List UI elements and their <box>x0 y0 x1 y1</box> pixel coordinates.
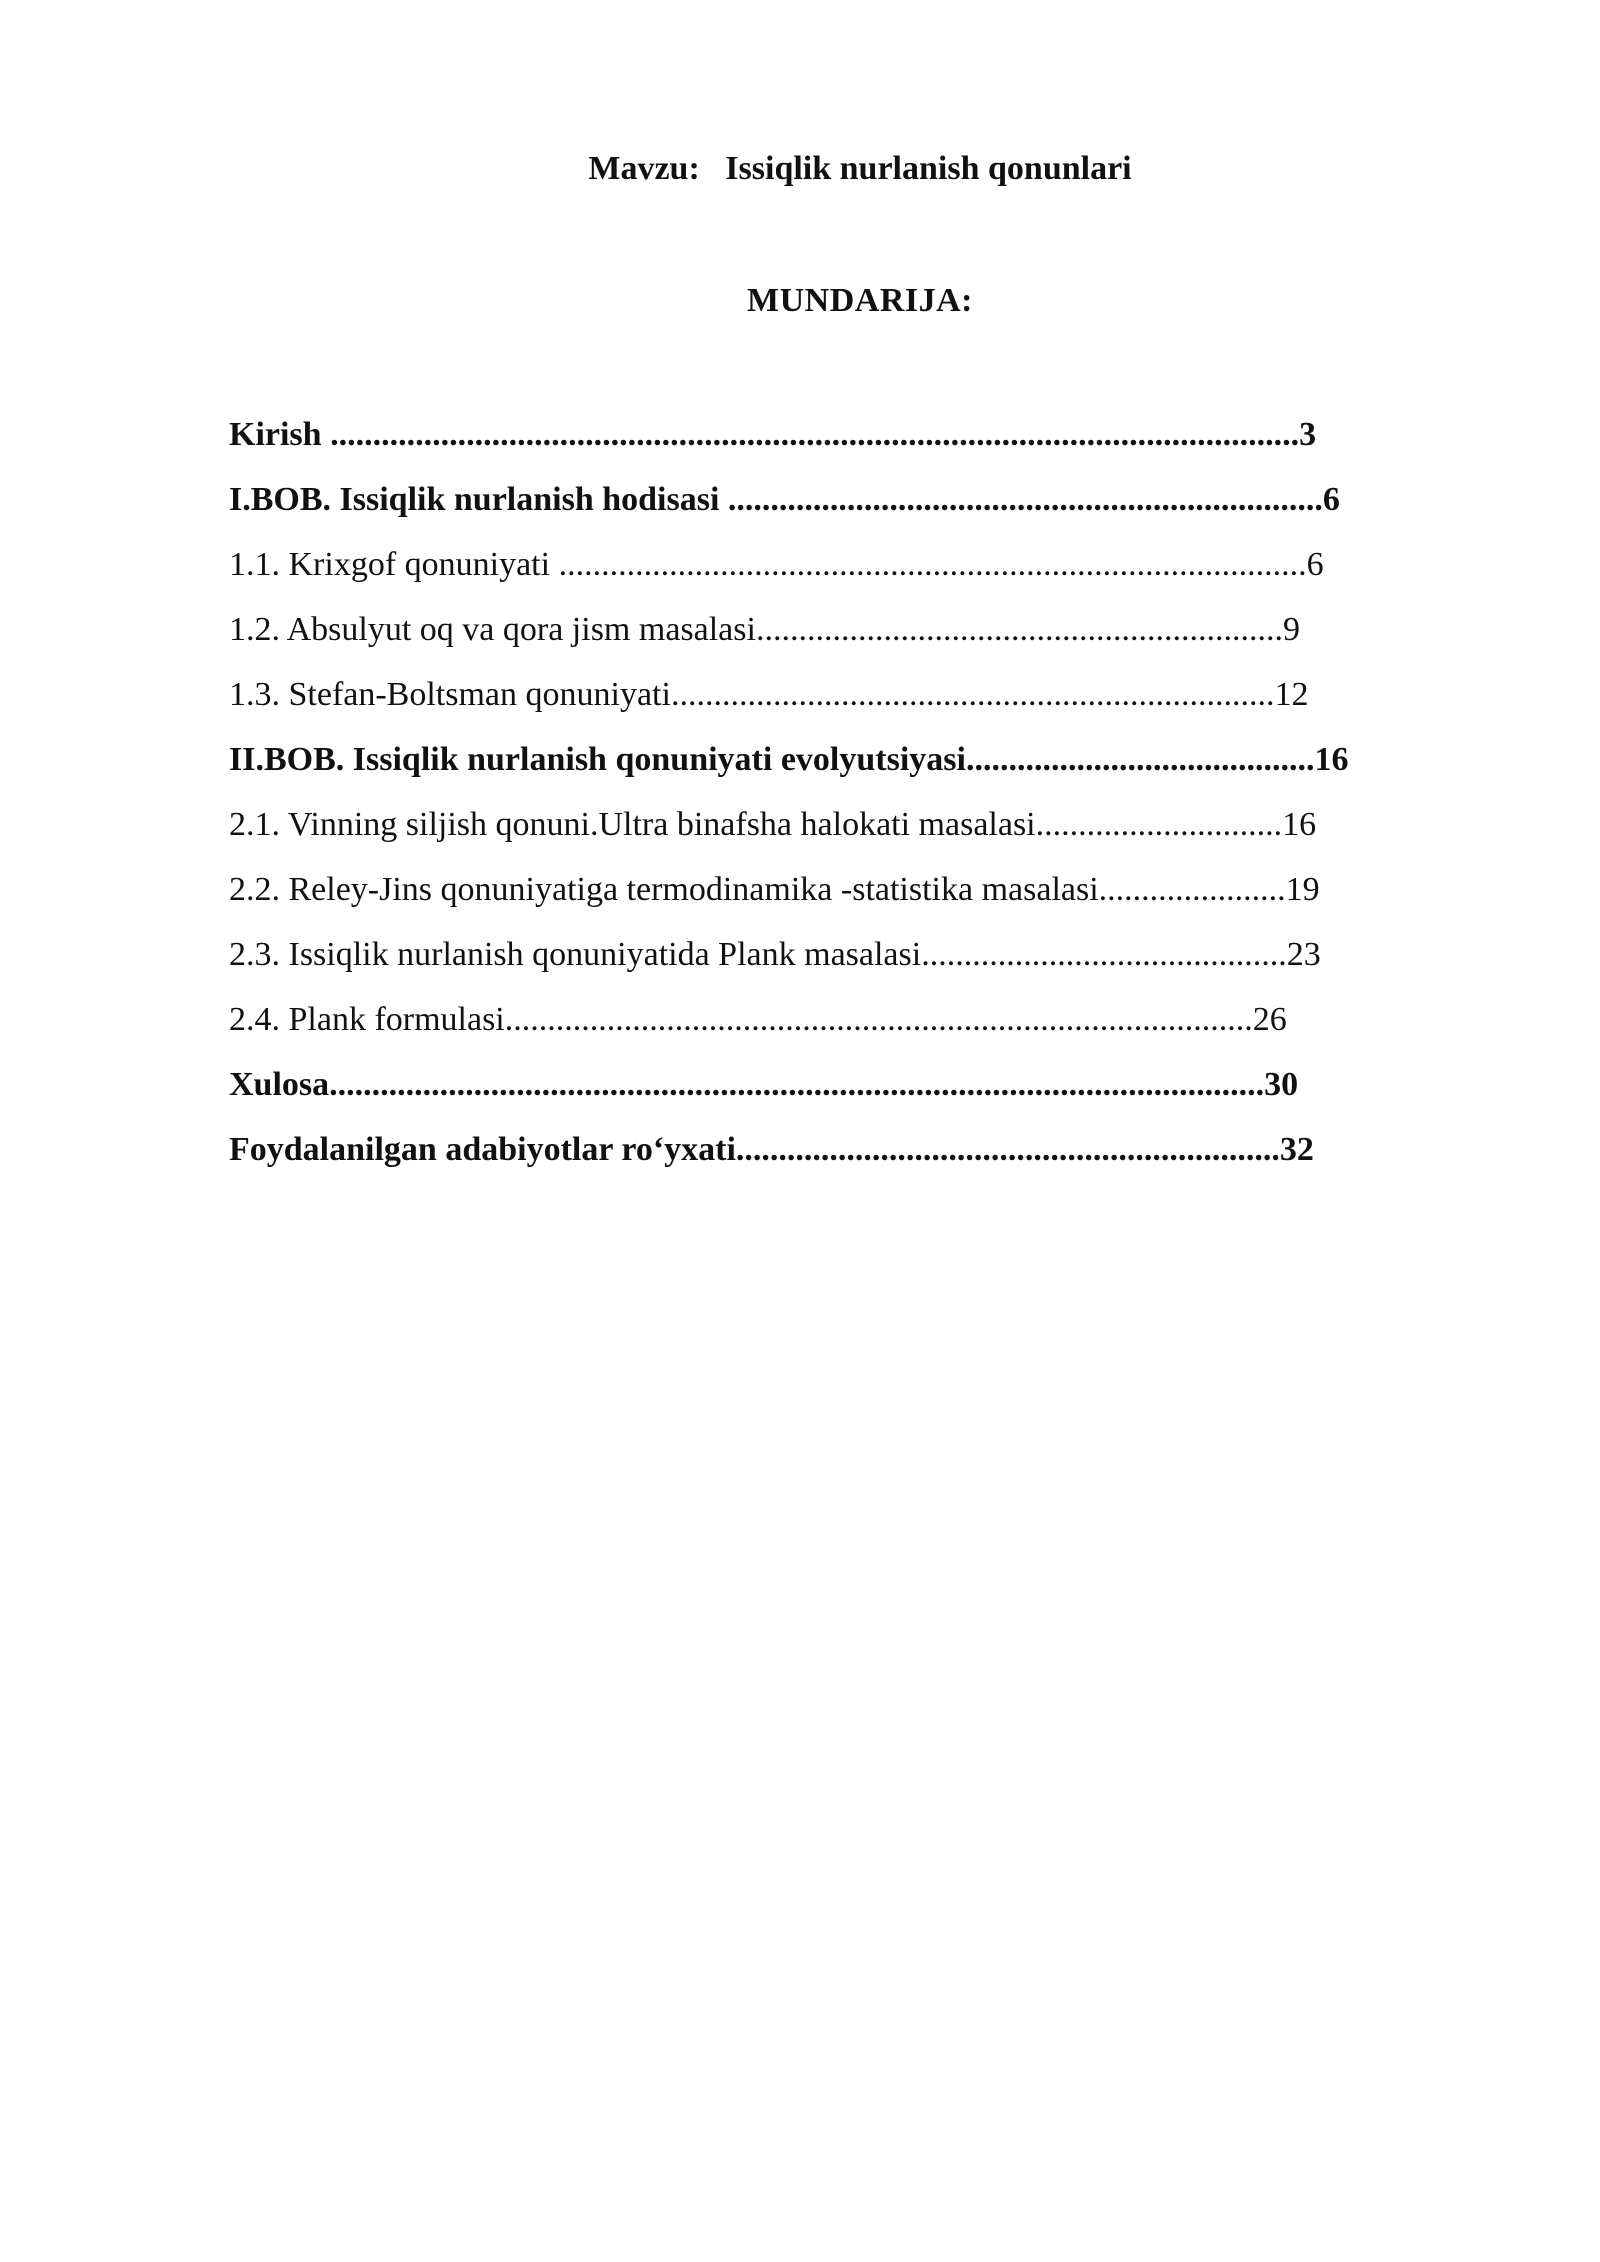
toc-entry-1-2[interactable]: 1.2. Absulyut oq va qora jism masalasi..............................................................9 <box>229 611 1300 648</box>
toc-entry-2-3[interactable]: 2.3. Issiqlik nurlanish qonuniyatida Plank masalasi...........................................23 <box>229 936 1321 973</box>
toc-entry-2-2[interactable]: 2.2. Reley-Jins qonuniyatiga termodinamika -statistika masalasi......................19 <box>229 871 1320 908</box>
topic-label: Mavzu: <box>588 150 700 187</box>
toc-entry-xulosa[interactable]: Xulosa..............................................................................................................30 <box>229 1066 1299 1103</box>
toc-entry-1-1[interactable]: 1.1. Krixgof qonuniyati ........................................................................................6 <box>229 546 1324 583</box>
toc-entry-1-3[interactable]: 1.3. Stefan-Boltsman qonuniyati.......................................................................12 <box>229 676 1309 713</box>
toc-entry-2-1[interactable]: 2.1. Vinning siljish qonuni.Ultra binafsha halokati masalasi.............................16 <box>229 806 1317 843</box>
topic-title: Issiqlik nurlanish qonunlari <box>725 150 1132 187</box>
toc-entry-references[interactable]: Foydalanilgan adabiyotlar ro‘yxati................................................................32 <box>229 1131 1314 1168</box>
toc-entry-chapter-1[interactable]: I.BOB. Issiqlik nurlanish hodisasi ......................................................................6 <box>229 481 1340 518</box>
toc-entry-2-4[interactable]: 2.4. Plank formulasi........................................................................................26 <box>229 1001 1287 1038</box>
table-of-contents <box>229 413 1348 1193</box>
toc-entry-chapter-2[interactable]: II.BOB. Issiqlik nurlanish qonuniyati evolyutsiyasi.........................................16 <box>229 741 1349 778</box>
topic-line <box>0 150 1600 188</box>
toc-entry-kirish[interactable]: Kirish ..................................................................................................................3 <box>229 416 1317 453</box>
contents-heading: MUNDARIJA: <box>747 282 973 319</box>
